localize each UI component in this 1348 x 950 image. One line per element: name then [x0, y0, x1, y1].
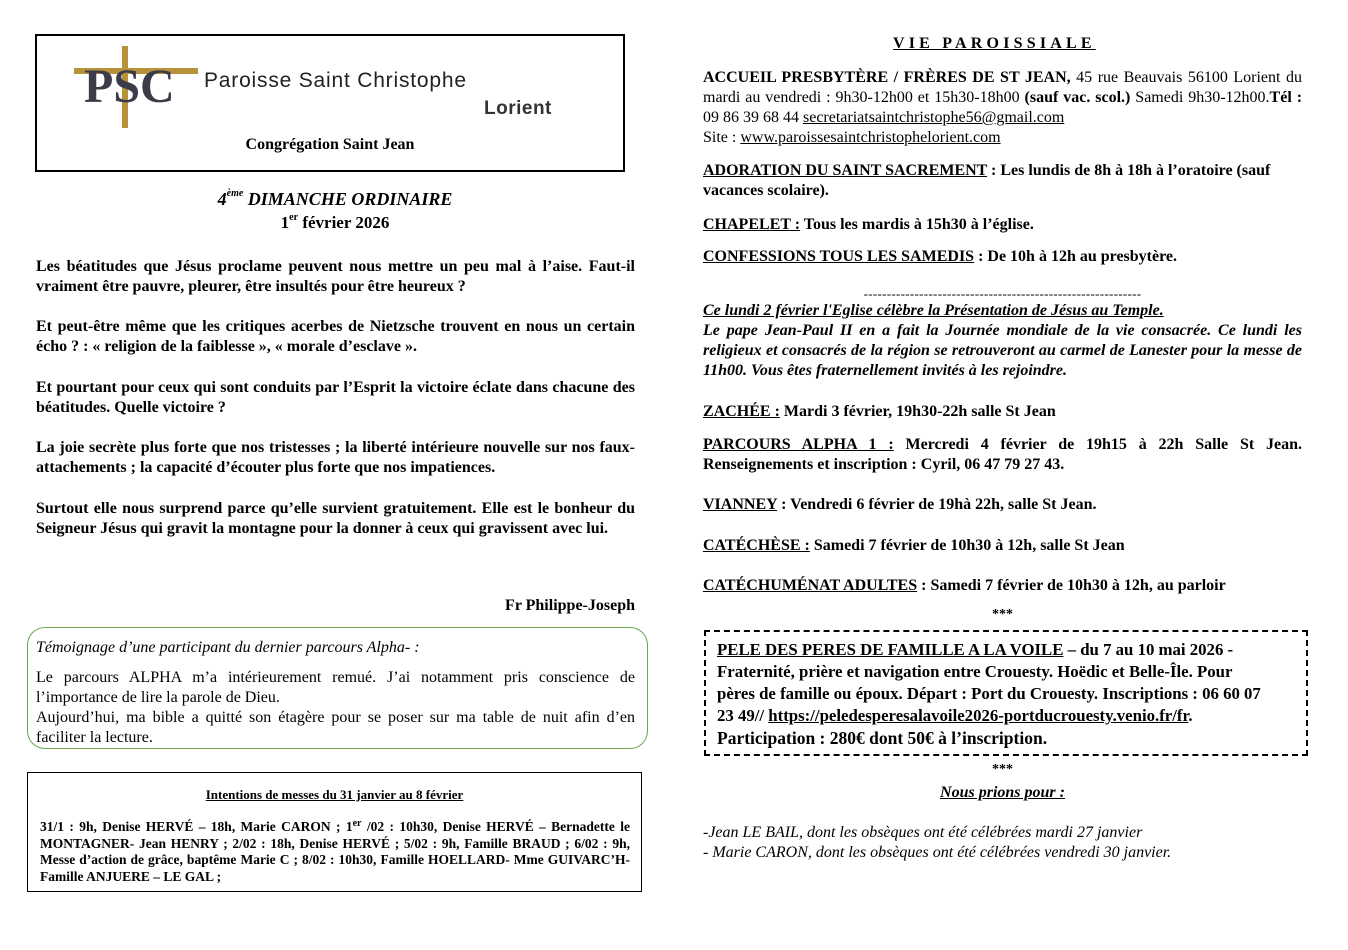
intentions-part: 31/1 : 9h, Denise HERVÉ – 18h, Marie CARON ; 1	[40, 819, 353, 834]
confessions-text: : De 10h à 12h au presbytère.	[974, 248, 1178, 265]
accueil-text: 45 rue Beauvais 56100 Lorient du mardi au vendredi : 9h30-12h00 et 15h30-18h00	[703, 69, 1302, 106]
sunday-ordinal-suffix: ème	[226, 188, 244, 199]
stars-divider: ***	[992, 607, 1013, 622]
accueil-tel: 09 86 39 68 44	[703, 109, 803, 126]
sunday-day: 1	[280, 213, 290, 232]
intentions-part: /02 : 10h30, Denise HERVÉ – Bernadette le MONTAGNER- Jean HENRY ; 2/02 : 18h, Denise HERVÉ ; 5/02 : 9h, Famille BRAUD ; 6/02 : 9h, Messe d’action de grâce, baptême Marie C ; 8/02 : 10h30, Famille HOELLARD- Mme GUIVARC’H- Famille ANJUERE – LE GAL ;	[40, 819, 630, 884]
alpha-head: PARCOURS ALPHA 1 :	[703, 436, 894, 453]
pele-dot: .	[1188, 706, 1193, 725]
accueil-head: ACCUEIL PRESBYTÈRE / FRÈRES DE ST JEAN,	[703, 69, 1071, 86]
presentation-title: Ce lundi 2 février l'Eglise célèbre la Présentation de Jésus au Temple.	[703, 302, 1164, 319]
sunday-title	[35, 189, 635, 210]
catechumenat-block	[703, 576, 1302, 596]
sunday-title-text: DIMANCHE ORDINAIRE	[247, 189, 453, 209]
chapelet-text: Tous les mardis à 15h30 à l’église.	[800, 216, 1034, 233]
parish-name: Paroisse Saint Christophe	[204, 69, 467, 92]
sunday-ordinal: 4	[217, 189, 227, 209]
chapelet-block	[703, 215, 1302, 235]
accueil-bold: (sauf vac. scol.)	[1024, 89, 1131, 106]
adoration-head: ADORATION DU SAINT SACREMENT	[703, 162, 988, 179]
zachee-head: ZACHÉE :	[703, 403, 780, 420]
separator-line: ------------------------------------------------------------	[863, 286, 1142, 301]
parish-city: Lorient	[484, 98, 552, 119]
homily-paragraph: Les béatitudes que Jésus proclame peuvent nous mettre un peu mal à l’aise. Faut-il vraiment être pauvre, pleurer, être insultés pour être heureux ?	[36, 258, 635, 295]
chapelet-head: CHAPELET :	[703, 216, 801, 233]
pray-item: -Jean LE BAIL, dont les obsèques ont été célébrées mardi 27 janvier	[703, 824, 1143, 841]
homily-signature: Fr Philippe-Joseph	[505, 597, 635, 614]
accueil-block	[703, 68, 1302, 148]
alpha-text: Mercredi 4 février de 19h15 à 22h Salle St Jean. Renseignements et inscription : Cyril, 06 47 79 27 43.	[703, 436, 1302, 473]
adoration-text: : Les lundis de 8h à 18h à l’oratoire (sauf vacances scolaire).	[703, 162, 1271, 199]
accueil-tel-label: Tél :	[1269, 89, 1303, 106]
congregation: Congrégation Saint Jean	[245, 136, 415, 153]
testimony-title-text: Témoignage d’une participant du dernier parcours	[36, 639, 363, 656]
catechese-block	[703, 536, 1302, 556]
logo-letter-p: PSC	[84, 60, 175, 113]
vianney-text: : Vendredi 6 février de 19hà 22h, salle St Jean.	[777, 496, 1097, 513]
homily-paragraph: Surtout elle nous surprend parce qu’elle survient gratuitement. Elle est le bonheur du Seigneur Jésus qui gravit la montagne pour la donner à ceux qui gravissent avec lui.	[36, 500, 635, 537]
pele-head: PELE DES PERES DE FAMILLE A LA VOILE	[717, 640, 1064, 659]
confessions-block	[703, 247, 1302, 267]
intentions-sup: er	[352, 818, 362, 829]
testimony-title	[36, 639, 636, 657]
catechese-head: CATÉCHÈSE :	[703, 537, 810, 554]
homily-paragraph: Et pourtant pour ceux qui sont conduits par l’Esprit la victoire éclate dans chacune des béatitudes. Quelle victoire ?	[36, 379, 635, 416]
zachee-block	[703, 402, 1302, 422]
adoration-block	[703, 161, 1302, 201]
testimony-line: Le parcours ALPHA m’a intérieurement remué. J’ai notamment pris conscience de l’importance de lire la parole de Dieu.	[36, 669, 635, 706]
zachee-text: Mardi 3 février, 19h30-22h salle St Jean	[779, 403, 1056, 420]
vianney-head: VIANNEY	[703, 496, 778, 513]
intentions-text	[40, 819, 630, 885]
confessions-head: CONFESSIONS TOUS LES SAMEDIS	[703, 248, 975, 265]
pele-link[interactable]: https://peledesperesalavoile2026-portducrouesty.venio.fr/fr	[768, 706, 1189, 725]
site-label: Site :	[703, 129, 741, 146]
testimony-text	[36, 668, 635, 748]
catechumenat-text: : Samedi 7 février de 10h30 à 12h, au parloir	[917, 577, 1226, 594]
sunday-month-year: février 2026	[302, 213, 390, 232]
catechumenat-head: CATÉCHUMÉNAT ADULTES	[703, 577, 918, 594]
pray-list	[703, 823, 1302, 863]
testimony-line: Aujourd’hui, ma bible a quitté son étagère pour se poser sur ma table de nuit afin d’en faciliter la lecture.	[36, 709, 635, 746]
pray-title: Nous prions pour :	[940, 784, 1065, 801]
vianney-block	[703, 495, 1302, 515]
pele-text	[717, 639, 1265, 750]
homily-paragraph: La joie secrète plus forte que nos tristesses ; la liberté intérieure nouvelle sur nos faux-attachements ; la capacité d’écouter plus forte que nos impatiences.	[36, 439, 635, 476]
intentions-title: Intentions de messes du 31 janvier au 8 février	[205, 787, 464, 802]
accueil-text: Samedi 9h30-12h00.	[1130, 89, 1270, 106]
vie-paroissiale-title: VIE PAROISSIALE	[893, 35, 1096, 52]
site-link[interactable]: www.paroissesaintchristophelorient.com	[740, 129, 1001, 146]
pele-text-body: – du 7 au 10 mai 2026 - Fraternité, prière et navigation entre Crouesty. Hoëdic et Belle-Île. Pour pères de famille ou époux. Départ : Port du Crouesty. Inscriptions : 06 60 07 23 49//	[717, 640, 1261, 725]
pray-item: - Marie CARON, dont les obsèques ont été célébrées vendredi 30 janvier.	[703, 844, 1172, 861]
sunday-date	[35, 213, 635, 233]
homily-paragraph: Et peut-être même que les critiques acerbes de Nietzsche trouvent en nous un certain écho ? : « religion de la faiblesse », « morale d’esclave ».	[36, 318, 635, 355]
parish-logo	[70, 44, 200, 130]
presentation-block	[703, 301, 1302, 381]
sunday-day-suffix: er	[289, 212, 299, 223]
catechese-text: Samedi 7 février de 10h30 à 12h, salle St Jean	[809, 537, 1125, 554]
accueil-email-link[interactable]: secretariatsaintchristophe56@gmail.com	[803, 109, 1065, 126]
stars-divider: ***	[992, 762, 1013, 777]
testimony-title-suffix: Alpha- :	[362, 639, 420, 656]
alpha-block	[703, 435, 1302, 475]
pele-participation: Participation : 280€ dont 50€ à l’inscription.	[717, 728, 1048, 748]
presentation-text: Le pape Jean-Paul II en a fait la Journée mondiale de la vie consacrée. Ce lundi les religieux et consacrés de la région se retrouveront au carmel de Lanester pour la messe de 11h00. Vous êtes fraternellement invités à les rejoindre.	[703, 322, 1302, 379]
